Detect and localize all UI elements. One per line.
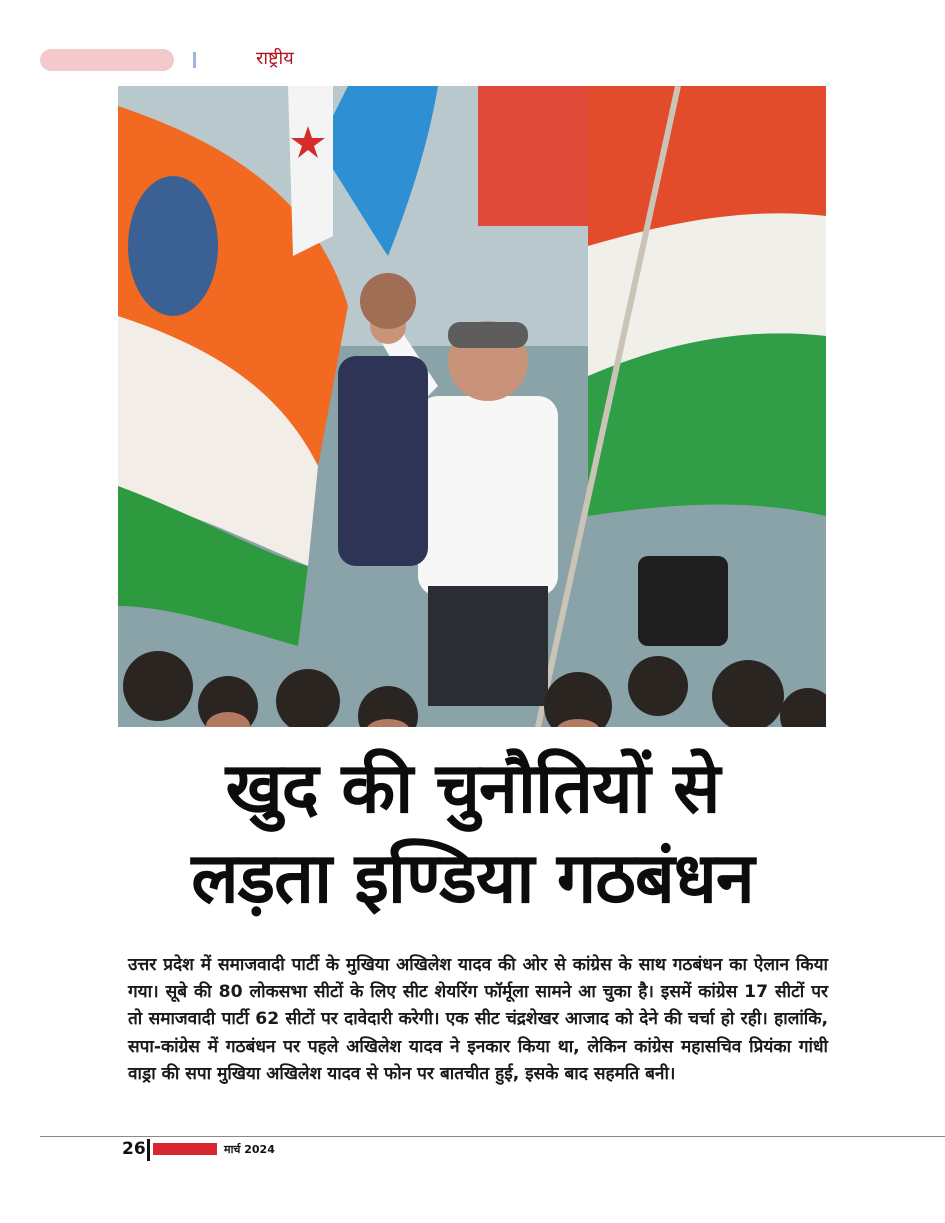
lead-photo	[118, 86, 826, 727]
footer-rule	[40, 1136, 945, 1137]
headline-line-2: लड़ता इण्डिया गठबंधन	[191, 837, 754, 919]
magazine-logo	[153, 1143, 217, 1155]
header-divider	[193, 52, 196, 68]
article-body: उत्तर प्रदेश में समाजवादी पार्टी के मुखिया अखिलेश यादव की ओर से कांग्रेस के साथ गठबंधन का ऐलान किया गया। सूबे की 80 लोकसभा सीटों के लिए सीट शेयरिंग फॉर्मूला सामने आ चुका है। इसमें कांग्रेस 17 सीटों पर तो समाजवादी पार्टी 62 सीटों पर दावेदारी करेगी। एक सीट चंद्रशेखर आजाद को देने की चर्चा हो रही। हालांकि, सपा-कांग्रेस में गठबंधन पर पहले अखिलेश यादव ने इनकार किया था, लेकिन कांग्रेस महासचिव प्रियंका गांधी वाड्रा की सपा मुखिया अखिलेश यादव से फोन पर बातचीत हुई, इसके बाद सहमति बनी।	[128, 955, 828, 1084]
footer-divider	[147, 1139, 150, 1161]
section-tab-pill	[40, 49, 174, 71]
headline-line-1: खुद की चुनौतियों से	[225, 747, 720, 829]
section-label: राष्ट्रीय	[256, 48, 294, 69]
page-number: 26	[122, 1139, 146, 1159]
issue-date: मार्च 2024	[224, 1143, 275, 1156]
